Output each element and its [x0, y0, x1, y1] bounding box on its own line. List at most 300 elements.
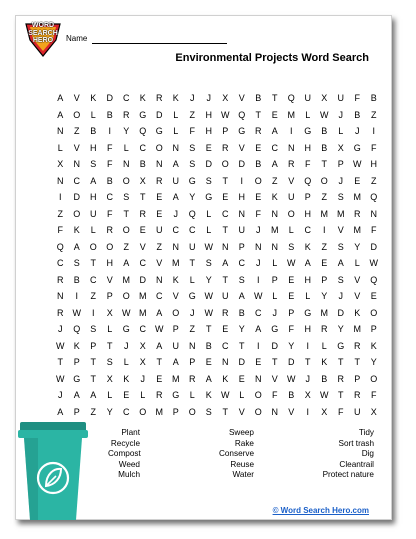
grid-letter[interactable]: P — [172, 406, 179, 417]
grid-letter[interactable]: R — [189, 373, 196, 384]
grid-letter[interactable]: S — [205, 406, 212, 417]
grid-letter[interactable]: D — [370, 241, 377, 252]
grid-letter[interactable]: X — [337, 142, 344, 153]
grid-letter[interactable]: Z — [123, 241, 129, 252]
grid-letter[interactable]: S — [205, 175, 212, 186]
grid-letter[interactable]: L — [305, 291, 311, 301]
grid-letter[interactable]: J — [305, 373, 310, 384]
grid-letter[interactable]: P — [73, 406, 80, 417]
grid-letter[interactable]: D — [73, 192, 80, 202]
grid-letter[interactable]: R — [354, 340, 361, 351]
grid-letter[interactable]: E — [255, 357, 262, 367]
grid-letter[interactable]: N — [222, 357, 229, 367]
grid-letter[interactable]: C — [222, 340, 229, 351]
grid-letter[interactable]: M — [320, 208, 328, 219]
grid-letter[interactable]: E — [156, 192, 163, 202]
grid-letter[interactable]: L — [206, 208, 212, 219]
grid-letter[interactable]: Y — [238, 324, 245, 334]
grid-letter[interactable]: X — [139, 340, 146, 351]
grid-letter[interactable]: J — [355, 126, 360, 136]
grid-letter[interactable]: O — [122, 175, 130, 186]
grid-letter[interactable]: I — [58, 192, 62, 202]
grid-letter[interactable]: R — [321, 324, 328, 334]
grid-letter[interactable]: X — [57, 159, 64, 169]
grid-letter[interactable]: S — [238, 274, 245, 285]
grid-letter[interactable]: T — [90, 258, 96, 268]
grid-letter[interactable]: G — [304, 307, 312, 318]
grid-letter[interactable]: C — [57, 258, 64, 268]
grid-letter[interactable]: R — [57, 274, 64, 285]
grid-letter[interactable]: R — [255, 126, 262, 136]
grid-letter[interactable]: N — [288, 142, 295, 153]
grid-letter[interactable]: A — [337, 258, 344, 268]
grid-letter[interactable]: R — [222, 142, 229, 153]
grid-letter[interactable]: A — [57, 406, 64, 417]
grid-letter[interactable]: X — [304, 390, 311, 400]
grid-letter[interactable]: O — [370, 373, 378, 384]
grid-letter[interactable]: V — [288, 175, 295, 186]
grid-letter[interactable]: T — [90, 373, 96, 384]
grid-letter[interactable]: X — [222, 93, 229, 103]
grid-letter[interactable]: M — [337, 208, 345, 219]
grid-letter[interactable]: N — [189, 340, 196, 351]
grid-letter[interactable]: J — [338, 291, 343, 301]
grid-letter[interactable]: O — [254, 175, 262, 186]
grid-letter[interactable]: H — [370, 159, 377, 169]
grid-letter[interactable]: F — [371, 390, 377, 400]
grid-letter[interactable]: D — [238, 357, 245, 367]
grid-letter[interactable]: Q — [139, 126, 147, 136]
grid-letter[interactable]: H — [106, 258, 113, 268]
grid-letter[interactable]: P — [106, 291, 113, 301]
grid-letter[interactable]: O — [254, 390, 262, 400]
grid-letter[interactable]: B — [106, 109, 113, 120]
grid-letter[interactable]: D — [271, 340, 278, 351]
grid-letter[interactable]: B — [370, 93, 377, 103]
grid-letter[interactable]: W — [353, 159, 362, 169]
grid-letter[interactable]: B — [238, 307, 245, 318]
grid-letter[interactable]: U — [354, 406, 361, 417]
grid-letter[interactable]: T — [239, 340, 245, 351]
grid-letter[interactable]: H — [90, 192, 97, 202]
grid-letter[interactable]: J — [272, 307, 277, 318]
grid-letter[interactable]: M — [172, 373, 180, 384]
grid-letter[interactable]: O — [188, 406, 196, 417]
grid-letter[interactable]: X — [321, 93, 328, 103]
grid-letter[interactable]: J — [190, 307, 195, 318]
grid-letter[interactable]: J — [256, 258, 261, 268]
grid-letter[interactable]: D — [337, 307, 344, 318]
grid-letter[interactable]: M — [353, 192, 361, 202]
grid-letter[interactable]: Z — [57, 208, 63, 219]
grid-letter[interactable]: F — [255, 208, 261, 219]
grid-letter[interactable]: R — [156, 390, 163, 400]
grid-letter[interactable]: D — [205, 159, 212, 169]
grid-letter[interactable]: E — [222, 192, 229, 202]
grid-letter[interactable]: L — [272, 291, 278, 301]
grid-letter[interactable]: C — [222, 208, 229, 219]
grid-letter[interactable]: O — [287, 208, 295, 219]
grid-letter[interactable]: H — [238, 192, 245, 202]
grid-letter[interactable]: W — [221, 109, 230, 120]
grid-letter[interactable]: K — [123, 373, 130, 384]
grid-letter[interactable]: W — [122, 307, 131, 318]
grid-letter[interactable]: G — [155, 126, 163, 136]
grid-letter[interactable]: W — [204, 307, 213, 318]
grid-letter[interactable]: W — [369, 258, 378, 268]
grid-letter[interactable]: R — [288, 159, 295, 169]
grid-letter[interactable]: Y — [123, 126, 130, 136]
grid-letter[interactable]: A — [238, 291, 245, 301]
grid-letter[interactable]: V — [238, 406, 245, 417]
grid-letter[interactable]: B — [255, 93, 262, 103]
grid-letter[interactable]: W — [254, 291, 263, 301]
grid-letter[interactable]: N — [255, 373, 262, 384]
grid-letter[interactable]: F — [371, 225, 377, 235]
grid-letter[interactable]: T — [123, 208, 129, 219]
grid-letter[interactable]: N — [57, 291, 64, 301]
grid-letter[interactable]: P — [172, 324, 179, 334]
grid-letter[interactable]: P — [288, 307, 295, 318]
grid-letter[interactable]: L — [206, 225, 212, 235]
grid-letter[interactable]: R — [106, 225, 113, 235]
grid-letter[interactable]: J — [206, 93, 211, 103]
grid-letter[interactable]: L — [189, 274, 195, 285]
grid-letter[interactable]: K — [304, 241, 311, 252]
grid-letter[interactable]: Q — [238, 109, 246, 120]
grid-letter[interactable]: Y — [189, 192, 196, 202]
grid-letter[interactable]: I — [256, 340, 260, 351]
grid-letter[interactable]: T — [206, 324, 212, 334]
grid-letter[interactable]: E — [156, 373, 163, 384]
grid-letter[interactable]: Z — [272, 175, 278, 186]
grid-letter[interactable]: S — [73, 258, 80, 268]
grid-letter[interactable]: V — [271, 373, 278, 384]
grid-letter[interactable]: L — [90, 109, 96, 120]
grid-letter[interactable]: T — [90, 357, 96, 367]
grid-letter[interactable]: U — [238, 225, 245, 235]
grid-letter[interactable]: V — [238, 142, 245, 153]
grid-letter[interactable]: W — [56, 340, 65, 351]
grid-letter[interactable]: Z — [371, 109, 377, 120]
grid-letter[interactable]: M — [139, 291, 147, 301]
grid-letter[interactable]: F — [107, 208, 113, 219]
grid-letter[interactable]: D — [139, 274, 146, 285]
grid-letter[interactable]: K — [321, 357, 328, 367]
grid-letter[interactable]: A — [156, 340, 163, 351]
grid-letter[interactable]: B — [73, 274, 80, 285]
grid-letter[interactable]: E — [271, 109, 278, 120]
grid-letter[interactable]: X — [370, 406, 377, 417]
grid-letter[interactable]: Y — [354, 241, 361, 252]
grid-letter[interactable]: L — [90, 225, 96, 235]
grid-letter[interactable]: R — [337, 373, 344, 384]
grid-letter[interactable]: P — [73, 357, 80, 367]
grid-letter[interactable]: E — [156, 208, 163, 219]
grid-letter[interactable]: J — [173, 208, 178, 219]
grid-letter[interactable]: K — [271, 192, 278, 202]
grid-letter[interactable]: A — [90, 175, 97, 186]
grid-letter[interactable]: L — [305, 109, 311, 120]
grid-letter[interactable]: G — [271, 324, 279, 334]
grid-letter[interactable]: L — [123, 357, 129, 367]
grid-letter[interactable]: Y — [106, 406, 113, 417]
grid-letter[interactable]: M — [122, 274, 130, 285]
grid-letter[interactable]: C — [73, 175, 80, 186]
grid-letter[interactable]: B — [288, 390, 295, 400]
grid-letter[interactable]: V — [354, 291, 361, 301]
grid-letter[interactable]: W — [320, 109, 329, 120]
grid-letter[interactable]: E — [222, 324, 229, 334]
grid-letter[interactable]: O — [122, 225, 130, 235]
grid-letter[interactable]: E — [255, 142, 262, 153]
grid-letter[interactable]: E — [139, 225, 146, 235]
grid-letter[interactable]: W — [204, 291, 213, 301]
grid-letter[interactable]: J — [58, 390, 63, 400]
grid-letter[interactable]: V — [172, 291, 179, 301]
grid-letter[interactable]: F — [107, 159, 113, 169]
grid-letter[interactable]: M — [271, 225, 279, 235]
grid-letter[interactable]: G — [238, 126, 246, 136]
grid-letter[interactable]: Q — [287, 93, 295, 103]
grid-letter[interactable]: C — [238, 258, 245, 268]
grid-letter[interactable]: P — [90, 340, 97, 351]
grid-letter[interactable]: G — [205, 192, 213, 202]
grid-letter[interactable]: F — [272, 390, 278, 400]
grid-letter[interactable]: C — [189, 225, 196, 235]
grid-letter[interactable]: M — [139, 307, 147, 318]
grid-letter[interactable]: G — [188, 175, 196, 186]
grid-letter[interactable]: V — [106, 274, 113, 285]
grid-letter[interactable]: P — [222, 126, 229, 136]
grid-letter[interactable]: B — [139, 159, 146, 169]
grid-letter[interactable]: I — [91, 307, 95, 318]
grid-letter[interactable]: S — [288, 241, 295, 252]
grid-letter[interactable]: E — [354, 175, 361, 186]
grid-letter[interactable]: V — [337, 225, 344, 235]
grid-letter[interactable]: L — [123, 142, 129, 153]
grid-letter[interactable]: I — [372, 126, 375, 136]
grid-letter[interactable]: Y — [337, 324, 344, 334]
grid-letter[interactable]: W — [155, 324, 164, 334]
grid-letter[interactable]: Q — [304, 175, 312, 186]
grid-letter[interactable]: U — [304, 93, 311, 103]
grid-letter[interactable]: N — [57, 175, 64, 186]
grid-letter[interactable]: O — [139, 406, 147, 417]
grid-letter[interactable]: F — [371, 142, 377, 153]
grid-letter[interactable]: H — [205, 126, 212, 136]
grid-letter[interactable]: T — [189, 258, 195, 268]
grid-letter[interactable]: Z — [189, 109, 195, 120]
grid-letter[interactable]: T — [222, 175, 228, 186]
grid-letter[interactable]: C — [139, 142, 146, 153]
grid-letter[interactable]: J — [124, 340, 129, 351]
grid-letter[interactable]: K — [354, 307, 361, 318]
grid-letter[interactable]: O — [73, 208, 81, 219]
grid-letter[interactable]: C — [139, 258, 146, 268]
grid-letter[interactable]: Z — [371, 175, 377, 186]
grid-letter[interactable]: W — [320, 390, 329, 400]
grid-letter[interactable]: U — [337, 93, 344, 103]
grid-letter[interactable]: I — [108, 126, 111, 136]
grid-letter[interactable]: H — [205, 109, 212, 120]
grid-letter[interactable]: B — [106, 175, 113, 186]
grid-letter[interactable]: C — [106, 192, 113, 202]
grid-letter[interactable]: V — [288, 406, 295, 417]
grid-letter[interactable]: Z — [321, 241, 327, 252]
grid-letter[interactable]: V — [139, 241, 146, 252]
grid-letter[interactable]: I — [256, 274, 260, 285]
grid-letter[interactable]: U — [156, 225, 163, 235]
grid-letter[interactable]: A — [156, 307, 163, 318]
grid-letter[interactable]: P — [370, 324, 377, 334]
grid-letter[interactable]: N — [172, 142, 179, 153]
grid-letter[interactable]: A — [205, 373, 212, 384]
grid-letter[interactable]: G — [337, 340, 345, 351]
grid-letter[interactable]: H — [304, 324, 311, 334]
grid-letter[interactable]: O — [122, 291, 130, 301]
grid-letter[interactable]: N — [57, 126, 64, 136]
grid-letter[interactable]: C — [123, 93, 130, 103]
grid-letter[interactable]: X — [139, 175, 146, 186]
grid-letter[interactable]: N — [255, 241, 262, 252]
grid-letter[interactable]: L — [321, 340, 327, 351]
grid-letter[interactable]: S — [90, 324, 97, 334]
grid-letter[interactable]: E — [255, 192, 262, 202]
grid-letter[interactable]: K — [370, 340, 377, 351]
grid-letter[interactable]: W — [56, 373, 65, 384]
grid-letter[interactable]: L — [140, 390, 146, 400]
grid-letter[interactable]: T — [222, 274, 228, 285]
grid-letter[interactable]: S — [337, 241, 344, 252]
grid-letter[interactable]: L — [338, 126, 344, 136]
grid-letter[interactable]: P — [304, 192, 311, 202]
grid-letter[interactable]: N — [238, 208, 245, 219]
grid-letter[interactable]: Y — [370, 357, 377, 367]
grid-letter[interactable]: P — [238, 241, 245, 252]
grid-letter[interactable]: E — [238, 373, 245, 384]
grid-letter[interactable]: E — [288, 274, 295, 285]
grid-letter[interactable]: A — [123, 258, 130, 268]
grid-letter[interactable]: O — [155, 142, 163, 153]
grid-letter[interactable]: I — [75, 291, 78, 301]
grid-letter[interactable]: Q — [370, 192, 378, 202]
grid-letter[interactable]: A — [271, 159, 278, 169]
grid-letter[interactable]: I — [289, 126, 293, 136]
grid-letter[interactable]: D — [288, 357, 295, 367]
grid-letter[interactable]: D — [238, 159, 245, 169]
grid-letter[interactable]: F — [305, 159, 311, 169]
grid-letter[interactable]: H — [304, 208, 311, 219]
grid-letter[interactable]: X — [106, 307, 113, 318]
grid-letter[interactable]: K — [222, 373, 229, 384]
grid-letter[interactable]: F — [338, 406, 344, 417]
grid-letter[interactable]: N — [156, 274, 163, 285]
grid-letter[interactable]: T — [222, 225, 228, 235]
grid-letter[interactable]: B — [205, 340, 212, 351]
grid-letter[interactable]: V — [73, 142, 80, 153]
grid-letter[interactable]: N — [370, 208, 377, 219]
grid-letter[interactable]: F — [354, 93, 360, 103]
grid-letter[interactable]: R — [354, 208, 361, 219]
grid-letter[interactable]: E — [123, 390, 130, 400]
grid-letter[interactable]: K — [90, 93, 97, 103]
grid-letter[interactable]: N — [172, 241, 179, 252]
grid-letter[interactable]: L — [239, 390, 245, 400]
grid-letter[interactable]: R — [57, 307, 64, 318]
grid-letter[interactable]: S — [205, 258, 212, 268]
grid-letter[interactable]: K — [73, 225, 80, 235]
grid-letter[interactable]: D — [156, 109, 163, 120]
grid-letter[interactable]: T — [305, 357, 311, 367]
grid-letter[interactable]: S — [189, 159, 196, 169]
grid-letter[interactable]: W — [72, 307, 81, 318]
grid-letter[interactable]: O — [73, 109, 81, 120]
grid-letter[interactable]: P — [321, 274, 328, 285]
grid-letter[interactable]: J — [140, 373, 145, 384]
grid-letter[interactable]: L — [354, 258, 360, 268]
grid-letter[interactable]: E — [370, 291, 377, 301]
grid-letter[interactable]: G — [304, 126, 312, 136]
grid-letter[interactable]: U — [288, 192, 295, 202]
grid-letter[interactable]: A — [255, 324, 262, 334]
grid-letter[interactable]: F — [288, 324, 294, 334]
grid-letter[interactable]: O — [106, 241, 114, 252]
grid-letter[interactable]: Y — [205, 274, 212, 285]
grid-letter[interactable]: R — [156, 93, 163, 103]
grid-letter[interactable]: U — [189, 241, 196, 252]
grid-letter[interactable]: M — [155, 406, 163, 417]
grid-letter[interactable]: C — [304, 225, 311, 235]
grid-letter[interactable]: S — [337, 192, 344, 202]
grid-letter[interactable]: T — [354, 357, 360, 367]
grid-letter[interactable]: T — [57, 357, 63, 367]
grid-letter[interactable]: O — [370, 307, 378, 318]
grid-letter[interactable]: O — [254, 406, 262, 417]
grid-letter[interactable]: U — [90, 208, 97, 219]
grid-letter[interactable]: N — [271, 208, 278, 219]
grid-letter[interactable]: U — [222, 291, 229, 301]
grid-letter[interactable]: B — [321, 373, 328, 384]
grid-letter[interactable]: C — [172, 225, 179, 235]
grid-letter[interactable]: N — [123, 159, 130, 169]
grid-letter[interactable]: J — [190, 93, 195, 103]
grid-letter[interactable]: T — [107, 340, 113, 351]
grid-letter[interactable]: Q — [56, 241, 64, 252]
grid-letter[interactable]: H — [90, 142, 97, 153]
grid-letter[interactable]: P — [189, 357, 196, 367]
grid-letter[interactable]: G — [188, 291, 196, 301]
grid-letter[interactable]: K — [172, 93, 179, 103]
grid-letter[interactable]: A — [90, 390, 97, 400]
grid-letter[interactable]: C — [139, 324, 146, 334]
grid-letter[interactable]: R — [354, 390, 361, 400]
grid-letter[interactable]: B — [90, 126, 97, 136]
grid-letter[interactable]: O — [89, 241, 97, 252]
grid-letter[interactable]: F — [57, 225, 63, 235]
grid-letter[interactable]: T — [140, 192, 146, 202]
grid-letter[interactable]: E — [205, 142, 212, 153]
grid-letter[interactable]: D — [106, 93, 113, 103]
grid-letter[interactable]: G — [139, 109, 147, 120]
grid-letter[interactable]: L — [189, 390, 195, 400]
grid-letter[interactable]: L — [173, 126, 179, 136]
grid-letter[interactable]: M — [287, 109, 295, 120]
grid-letter[interactable]: G — [172, 390, 180, 400]
grid-letter[interactable]: T — [272, 93, 278, 103]
grid-letter[interactable]: K — [139, 93, 146, 103]
grid-letter[interactable]: U — [172, 340, 179, 351]
